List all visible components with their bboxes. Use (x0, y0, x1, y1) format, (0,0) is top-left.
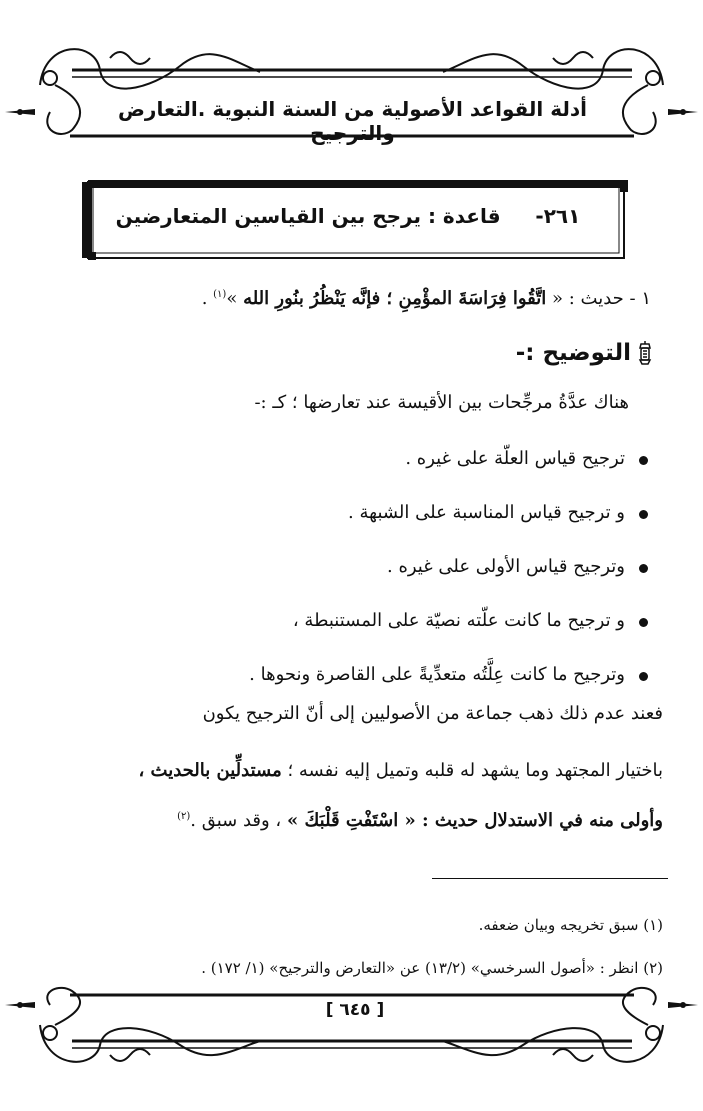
hadith-text: اتَّقُوا فِرَاسَةَ المؤْمِنِ ؛ فإنَّه يَنْظُرُ بنُورِ الله (243, 288, 547, 309)
hadith-prefix: ١ - حديث : « (546, 288, 651, 309)
rule-number: ٢٦١- (535, 204, 581, 228)
bullet-icon (639, 456, 648, 465)
running-head: أدلة القواعد الأصولية من السنة النبوية .التعارض والترجيح (118, 97, 587, 145)
bullet-list (68, 447, 648, 717)
bullet-icon (639, 510, 648, 519)
section-heading (516, 340, 653, 366)
footnote-ref-1: (١) (213, 289, 227, 300)
footnote-ref-2: (٢) (177, 811, 191, 822)
page-number: [ ٦٤٥ ] (325, 1000, 385, 1020)
lantern-icon (637, 340, 653, 366)
list-item-text: ترجيح قياس العلّة على غيره . (405, 448, 625, 469)
footnote-1: (١) سبق تخريجه وبيان ضعفه. (478, 916, 663, 934)
hadith-line (51, 288, 651, 309)
list-item (68, 501, 648, 555)
bullet-icon (639, 672, 648, 681)
bullet-icon (639, 564, 648, 573)
rule-text: قاعدة : يرجح بين القياسين المتعارضين (115, 204, 501, 228)
bullet-icon (639, 618, 648, 627)
list-item (68, 555, 648, 609)
list-item (68, 609, 648, 663)
paragraph-line-1: فعند عدم ذلك ذهب جماعة من الأصوليين إلى أنّ الترجيح يكون (202, 703, 663, 724)
paragraph-line-2 (48, 760, 663, 781)
paragraph-line-3-a: وأولى منه في الاستدلال حديث : « اسْتَفْتِ قَلْبَكَ » (286, 810, 663, 831)
list-item (68, 447, 648, 501)
rule-title (98, 204, 598, 228)
paragraph-line-2-b: مستدلِّين بالحديث ، (138, 760, 282, 781)
list-item-text: و ترجيح قياس المناسبة على الشبهة . (348, 502, 625, 523)
footnote-divider (432, 878, 668, 879)
footnote-2: (٢) انظر : «أصول السرخسي» (١٣/٢) عن «التعارض والترجيح» (١/ ١٧٢) . (201, 959, 663, 977)
intro-line: هناك عدَّةُ مرجِّحات بين الأقيسة عند تعارضها ؛ كـ :- (254, 392, 629, 413)
paragraph-line-3 (48, 810, 663, 831)
hadith-end: . (201, 288, 214, 309)
paragraph-line-3-b: ، وقد سبق . (190, 810, 287, 831)
list-item-text: وترجيح قياس الأولى على غيره . (387, 556, 625, 577)
section-heading-text: التوضيح :- (515, 340, 631, 366)
list-item-text: و ترجيح ما كانت علّته نصيّة على المستنبطة ، (292, 610, 625, 631)
list-item-text: وترجيح ما كانت عِلَّتُه متعدِّيةً على القاصرة ونحوها . (249, 664, 625, 685)
hadith-suffix: » (226, 288, 244, 309)
paragraph-line-2-a: باختيار المجتهد وما يشهد له قلبه وتميل إليه نفسه ؛ (281, 760, 663, 781)
